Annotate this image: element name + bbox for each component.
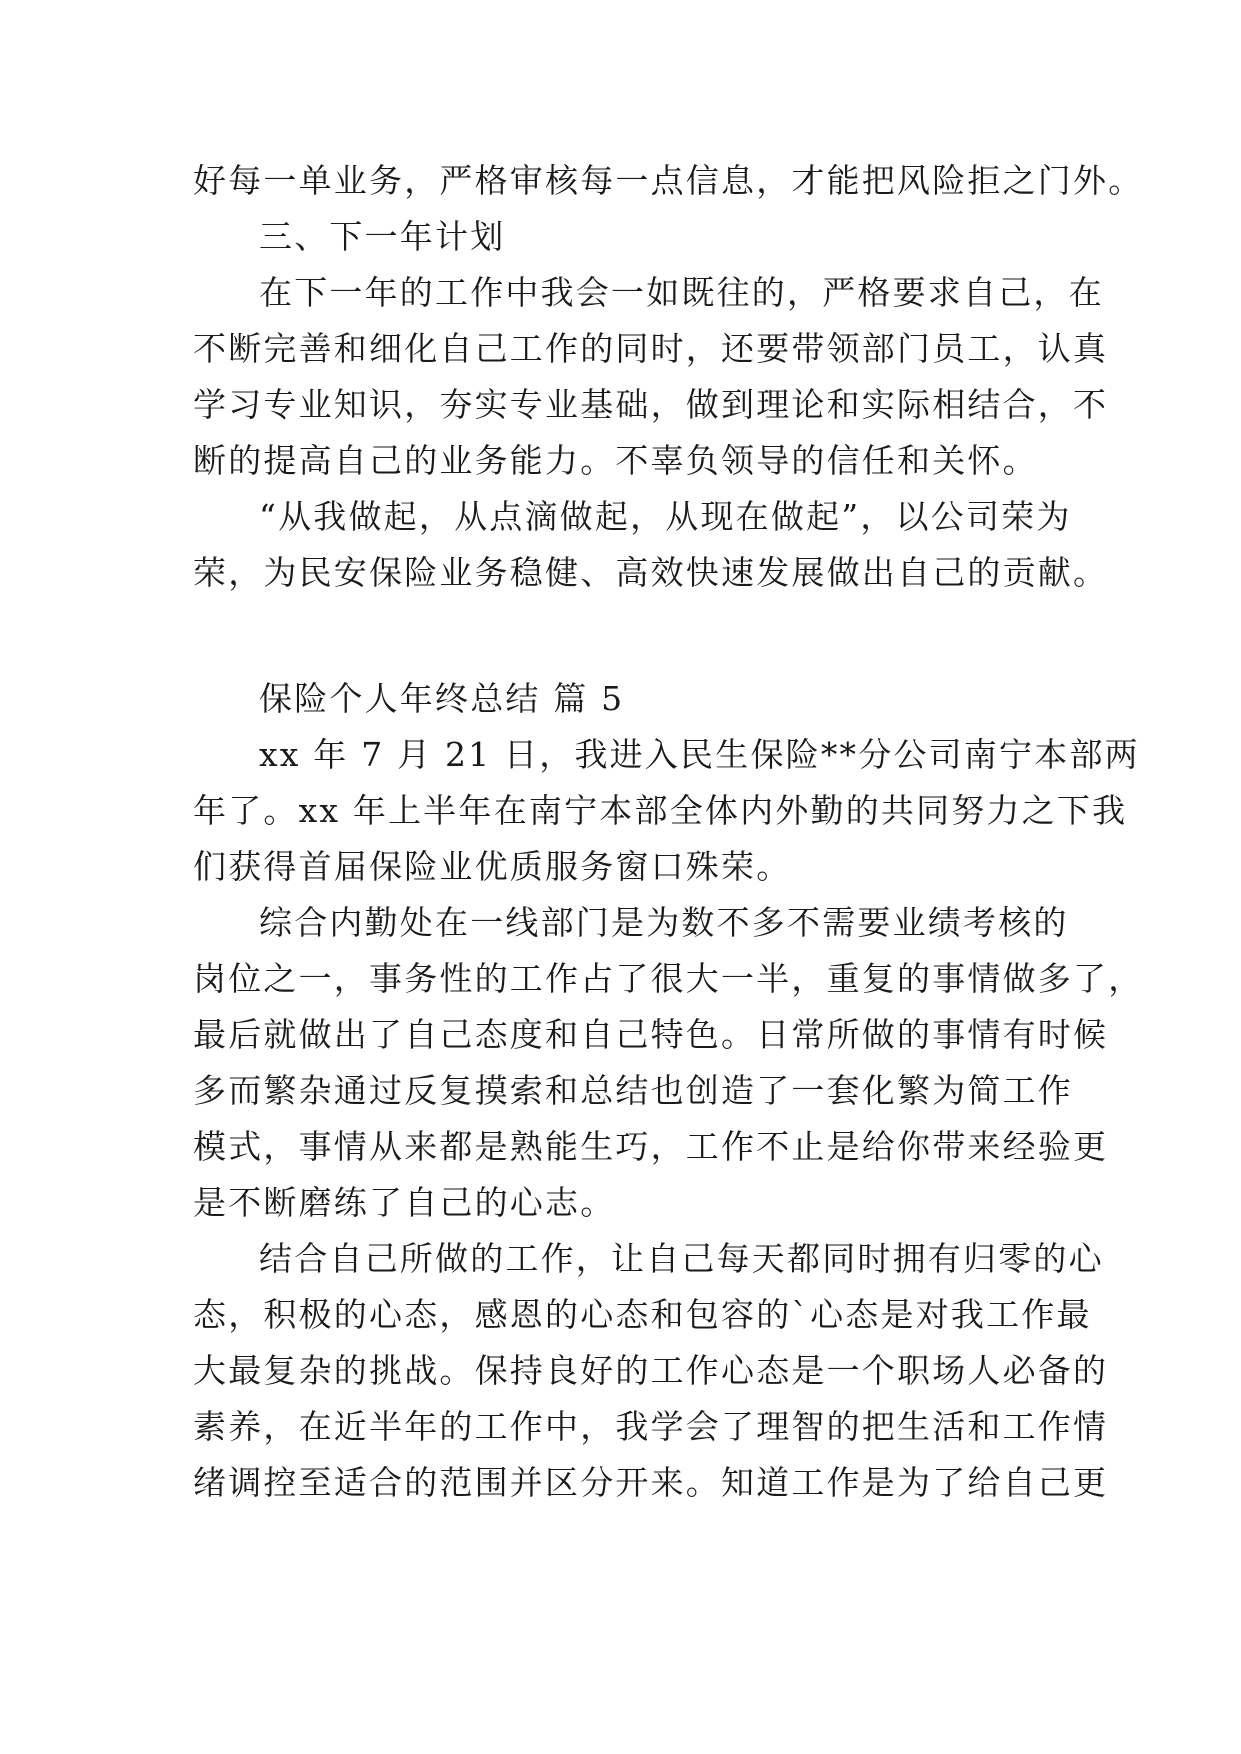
paragraph-line: 模式，事情从来都是熟能生巧，工作不止是给你带来经验更: [193, 1127, 1109, 1166]
paragraph-line: 不断完善和细化自己工作的同时，还要带领部门员工，认真: [193, 329, 1109, 368]
article-title: 保险个人年终总结 篇 5: [259, 679, 625, 718]
paragraph-line: 态，积极的心态，感恩的心态和包容的`心态是对我工作最: [193, 1295, 1092, 1334]
paragraph-line: 结合自己所做的工作，让自己每天都同时拥有归零的心: [259, 1239, 1104, 1278]
paragraph-line: 素养，在近半年的工作中，我学会了理智的把生活和工作情: [193, 1407, 1109, 1446]
paragraph-line: 多而繁杂通过反复摸索和总结也创造了一套化繁为简工作: [193, 1071, 1073, 1110]
paragraph-line: 荣，为民安保险业务稳健、高效快速发展做出自己的贡献。: [193, 553, 1109, 592]
paragraph-line: 断的提高自己的业务能力。不辜负领导的信任和关怀。: [193, 441, 1038, 480]
paragraph-line: 是不断磨练了自己的心志。: [193, 1183, 616, 1222]
paragraph-line: 最后就做出了自己态度和自己特色。日常所做的事情有时候: [193, 1015, 1109, 1054]
paragraph-line: 学习专业知识，夯实专业基础，做到理论和实际相结合，不: [193, 385, 1109, 424]
paragraph-line: 绪调控至适合的范围并区分开来。知道工作是为了给自己更: [193, 1463, 1109, 1502]
paragraph-line: xx 年 7 月 21 日，我进入民生保险**分公司南宁本部两: [259, 735, 1140, 774]
paragraph-line: “从我做起，从点滴做起，从现在做起”，以公司荣为: [259, 497, 1072, 536]
paragraph-line: 大最复杂的挑战。保持良好的工作心态是一个职场人必备的: [193, 1351, 1109, 1390]
paragraph-line: 好每一单业务，严格审核每一点信息，才能把风险拒之门外。: [193, 161, 1144, 200]
paragraph-line: 岗位之一，事务性的工作占了很大一半，重复的事情做多了，: [193, 959, 1144, 998]
paragraph-line: 综合内勤处在一线部门是为数不多不需要业绩考核的: [259, 903, 1069, 942]
section-heading: 三、下一年计划: [259, 217, 506, 256]
paragraph-line: 在下一年的工作中我会一如既往的，严格要求自己，在: [259, 273, 1104, 312]
section-spacer: [193, 601, 1055, 671]
paragraph-line: 们获得首届保险业优质服务窗口殊荣。: [193, 847, 792, 886]
paragraph-line: 年了。xx 年上半年在南宁本部全体内外勤的共同努力之下我: [193, 791, 1128, 830]
document-body: [193, 153, 1144, 1511]
